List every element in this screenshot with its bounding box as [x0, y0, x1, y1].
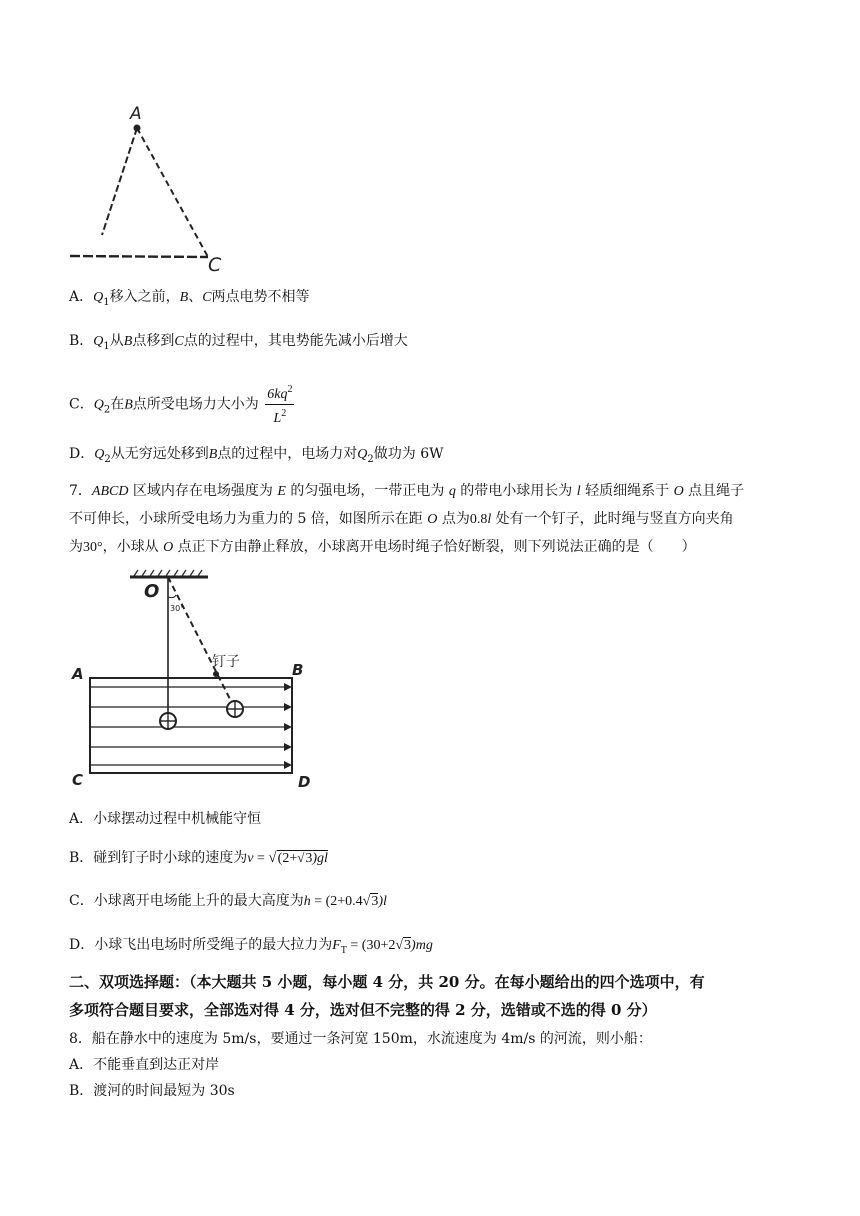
label-d: D [298, 773, 311, 791]
segment-ab [102, 128, 137, 235]
q8-option-a: A．不能垂直到达正对岸 [69, 1057, 220, 1073]
q6-option-b: B．$Q_1$从B点移到C点的过程中，其电势能先减小后增大 [69, 333, 408, 352]
label-b: B [292, 661, 304, 679]
q6-option-c: C．$Q_2$在B点所受电场力大小为 $\frac{6kq^2}{L^2}$ [69, 381, 296, 431]
q7-option-d: D．小球飞出电场时所受绳子的最大拉力为$F_T = (30+2√3)mg$ [69, 937, 433, 956]
label-c: C [208, 254, 222, 275]
label-a: A [130, 104, 142, 124]
q8-stem: 8．船在静水中的速度为 5m/s，要通过一条河宽 150m，水流速度为 4m/s 的河流，则小船： [69, 1031, 652, 1047]
field-arrows [284, 683, 292, 769]
angle-arc [168, 595, 176, 598]
dashed-rope [168, 577, 233, 705]
field-lines [90, 687, 290, 765]
q6-option-a: A．$Q_1$移入之前，B、C两点电势不相等 [69, 289, 310, 308]
label-o: O [144, 581, 160, 602]
label-nail: 钉子 [212, 654, 240, 670]
label-a: A [72, 665, 84, 683]
q7-stem-line2: 不可伸长，小球所受电场力为重力的 5 倍，如图所示在距 O 点为0.8l 处有一个钉子，此时绳与竖直方向夹角 [69, 511, 734, 527]
q7-stem-line1: 7．ABCD 区域内存在电场强度为 E 的匀强电场，一带正电为 q 的带电小球用长为 l 轻质细绳系于 O 点且绳子 [69, 483, 745, 499]
q6-option-d: D．$Q_2$从无穷远处移到B点的过程中，电场力对$Q_2$做功为 6W [69, 446, 444, 465]
pendulum-figure [60, 565, 320, 795]
q7-option-b: B．碰到钉子时小球的速度为v = √(2+√3)gl [69, 850, 328, 866]
q7-stem-line3: 为30°，小球从 O 点正下方由静止释放，小球离开电场时绳子恰好断裂，则下列说法正确的是（ ） [69, 539, 696, 555]
q7-option-a: A．小球摆动过程中机械能守恒 [69, 811, 262, 827]
segment-bc [70, 256, 208, 257]
q7-option-c: C．小球离开电场能上升的最大高度为h = (2+0.4√3)l [69, 893, 387, 909]
label-c: C [72, 771, 84, 789]
section2-heading-line1: 二、双项选择题：（本大题共 5 小题，每小题 4 分，共 20 分。在每小题给出的四个选项中，有 [69, 973, 705, 991]
field-region [90, 678, 292, 773]
label-angle: 30° [170, 604, 185, 613]
section2-heading-line2: 多项符合题目要求，全部选对得 4 分，选对但不完整的得 2 分，选错或不选的得 0 分） [69, 1001, 657, 1019]
nail-point [213, 671, 219, 677]
q8-option-b: B．渡河的时间最短为 30s [69, 1083, 235, 1099]
c-fraction: $\frac{6kq^2}{L^2}$ [265, 381, 294, 428]
segment-ac [137, 128, 208, 257]
triangle-figure [60, 95, 240, 275]
